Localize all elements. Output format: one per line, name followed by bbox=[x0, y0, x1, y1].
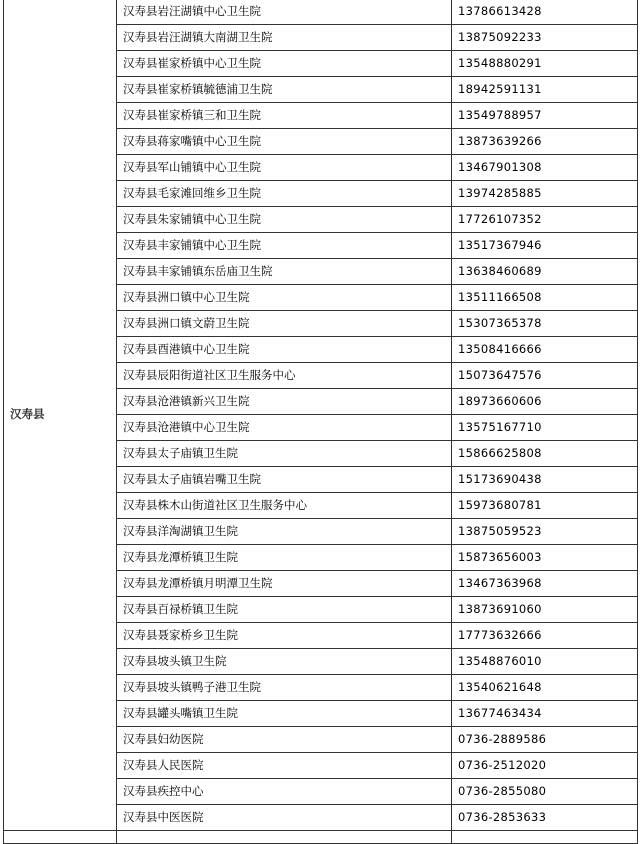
hospital-name-cell: 汉寿县百禄桥镇卫生院 bbox=[117, 597, 452, 623]
empty-cell bbox=[4, 831, 117, 844]
hospital-contact-table bbox=[3, 0, 638, 844]
hospital-name-cell: 汉寿县岩汪湖镇中心卫生院 bbox=[117, 0, 452, 25]
phone-number-cell: 15073647576 bbox=[452, 363, 638, 389]
hospital-name-cell: 汉寿县聂家桥乡卫生院 bbox=[117, 623, 452, 649]
table-body bbox=[4, 0, 638, 844]
hospital-name-cell: 汉寿县太子庙镇卫生院 bbox=[117, 441, 452, 467]
phone-number-cell: 13875092233 bbox=[452, 25, 638, 51]
empty-cell bbox=[117, 831, 452, 844]
hospital-name-cell: 汉寿县酉港镇中心卫生院 bbox=[117, 337, 452, 363]
phone-number-cell: 0736-2855080 bbox=[452, 779, 638, 805]
phone-number-cell: 13508416666 bbox=[452, 337, 638, 363]
phone-number-cell: 13677463434 bbox=[452, 701, 638, 727]
hospital-name-cell: 汉寿县坡头镇卫生院 bbox=[117, 649, 452, 675]
hospital-name-cell: 汉寿县崔家桥镇毓德浦卫生院 bbox=[117, 77, 452, 103]
phone-number-cell: 13875059523 bbox=[452, 519, 638, 545]
phone-number-cell: 13638460689 bbox=[452, 259, 638, 285]
hospital-name-cell: 汉寿县崔家桥镇中心卫生院 bbox=[117, 51, 452, 77]
hospital-name-cell: 汉寿县洲口镇文蔚卫生院 bbox=[117, 311, 452, 337]
phone-number-cell: 0736-2512020 bbox=[452, 753, 638, 779]
hospital-name-cell: 汉寿县沧港镇中心卫生院 bbox=[117, 415, 452, 441]
phone-number-cell: 0736-2853633 bbox=[452, 805, 638, 831]
phone-number-cell: 15873656003 bbox=[452, 545, 638, 571]
hospital-name-cell: 汉寿县坡头镇鸭子港卫生院 bbox=[117, 675, 452, 701]
phone-number-cell: 13549788957 bbox=[452, 103, 638, 129]
hospital-name-cell: 汉寿县崔家桥镇三和卫生院 bbox=[117, 103, 452, 129]
hospital-name-cell: 汉寿县龙潭桥镇月明潭卫生院 bbox=[117, 571, 452, 597]
phone-number-cell: 18942591131 bbox=[452, 77, 638, 103]
hospital-name-cell: 汉寿县中医医院 bbox=[117, 805, 452, 831]
phone-number-cell: 13873691060 bbox=[452, 597, 638, 623]
hospital-name-cell: 汉寿县丰家铺镇东岳庙卫生院 bbox=[117, 259, 452, 285]
phone-number-cell: 18973660606 bbox=[452, 389, 638, 415]
phone-number-cell: 13548880291 bbox=[452, 51, 638, 77]
hospital-name-cell: 汉寿县岩汪湖镇大南湖卫生院 bbox=[117, 25, 452, 51]
phone-number-cell: 15973680781 bbox=[452, 493, 638, 519]
hospital-name-cell: 汉寿县龙潭桥镇卫生院 bbox=[117, 545, 452, 571]
hospital-name-cell: 汉寿县太子庙镇岩嘴卫生院 bbox=[117, 467, 452, 493]
phone-number-cell: 15173690438 bbox=[452, 467, 638, 493]
phone-number-cell: 15307365378 bbox=[452, 311, 638, 337]
phone-number-cell: 0736-2889586 bbox=[452, 727, 638, 753]
phone-number-cell: 17726107352 bbox=[452, 207, 638, 233]
hospital-name-cell: 汉寿县辰阳街道社区卫生服务中心 bbox=[117, 363, 452, 389]
phone-number-cell: 13873639266 bbox=[452, 129, 638, 155]
table-row-next-partial bbox=[4, 831, 638, 844]
phone-number-cell: 13511166508 bbox=[452, 285, 638, 311]
hospital-name-cell: 汉寿县妇幼医院 bbox=[117, 727, 452, 753]
hospital-name-cell: 汉寿县疾控中心 bbox=[117, 779, 452, 805]
hospital-name-cell: 汉寿县朱家铺镇中心卫生院 bbox=[117, 207, 452, 233]
hospital-name-cell: 汉寿县罐头嘴镇卫生院 bbox=[117, 701, 452, 727]
empty-cell bbox=[452, 831, 638, 844]
hospital-name-cell: 汉寿县毛家滩回维乡卫生院 bbox=[117, 181, 452, 207]
hospital-name-cell: 汉寿县沧港镇新兴卫生院 bbox=[117, 389, 452, 415]
phone-number-cell: 13540621648 bbox=[452, 675, 638, 701]
hospital-name-cell: 汉寿县洲口镇中心卫生院 bbox=[117, 285, 452, 311]
table-row bbox=[4, 0, 638, 25]
phone-number-cell: 13575167710 bbox=[452, 415, 638, 441]
phone-number-cell: 13548876010 bbox=[452, 649, 638, 675]
hospital-name-cell: 汉寿县蒋家嘴镇中心卫生院 bbox=[117, 129, 452, 155]
phone-number-cell: 13467363968 bbox=[452, 571, 638, 597]
phone-number-cell: 13467901308 bbox=[452, 155, 638, 181]
phone-number-cell: 13786613428 bbox=[452, 0, 638, 25]
county-name-cell: 汉寿县 bbox=[4, 0, 117, 831]
phone-number-cell: 13974285885 bbox=[452, 181, 638, 207]
phone-number-cell: 15866625808 bbox=[452, 441, 638, 467]
hospital-name-cell: 汉寿县人民医院 bbox=[117, 753, 452, 779]
hospital-name-cell: 汉寿县洋淘湖镇卫生院 bbox=[117, 519, 452, 545]
phone-number-cell: 13517367946 bbox=[452, 233, 638, 259]
phone-number-cell: 17773632666 bbox=[452, 623, 638, 649]
hospital-name-cell: 汉寿县丰家铺镇中心卫生院 bbox=[117, 233, 452, 259]
hospital-name-cell: 汉寿县株木山街道社区卫生服务中心 bbox=[117, 493, 452, 519]
hospital-name-cell: 汉寿县军山铺镇中心卫生院 bbox=[117, 155, 452, 181]
